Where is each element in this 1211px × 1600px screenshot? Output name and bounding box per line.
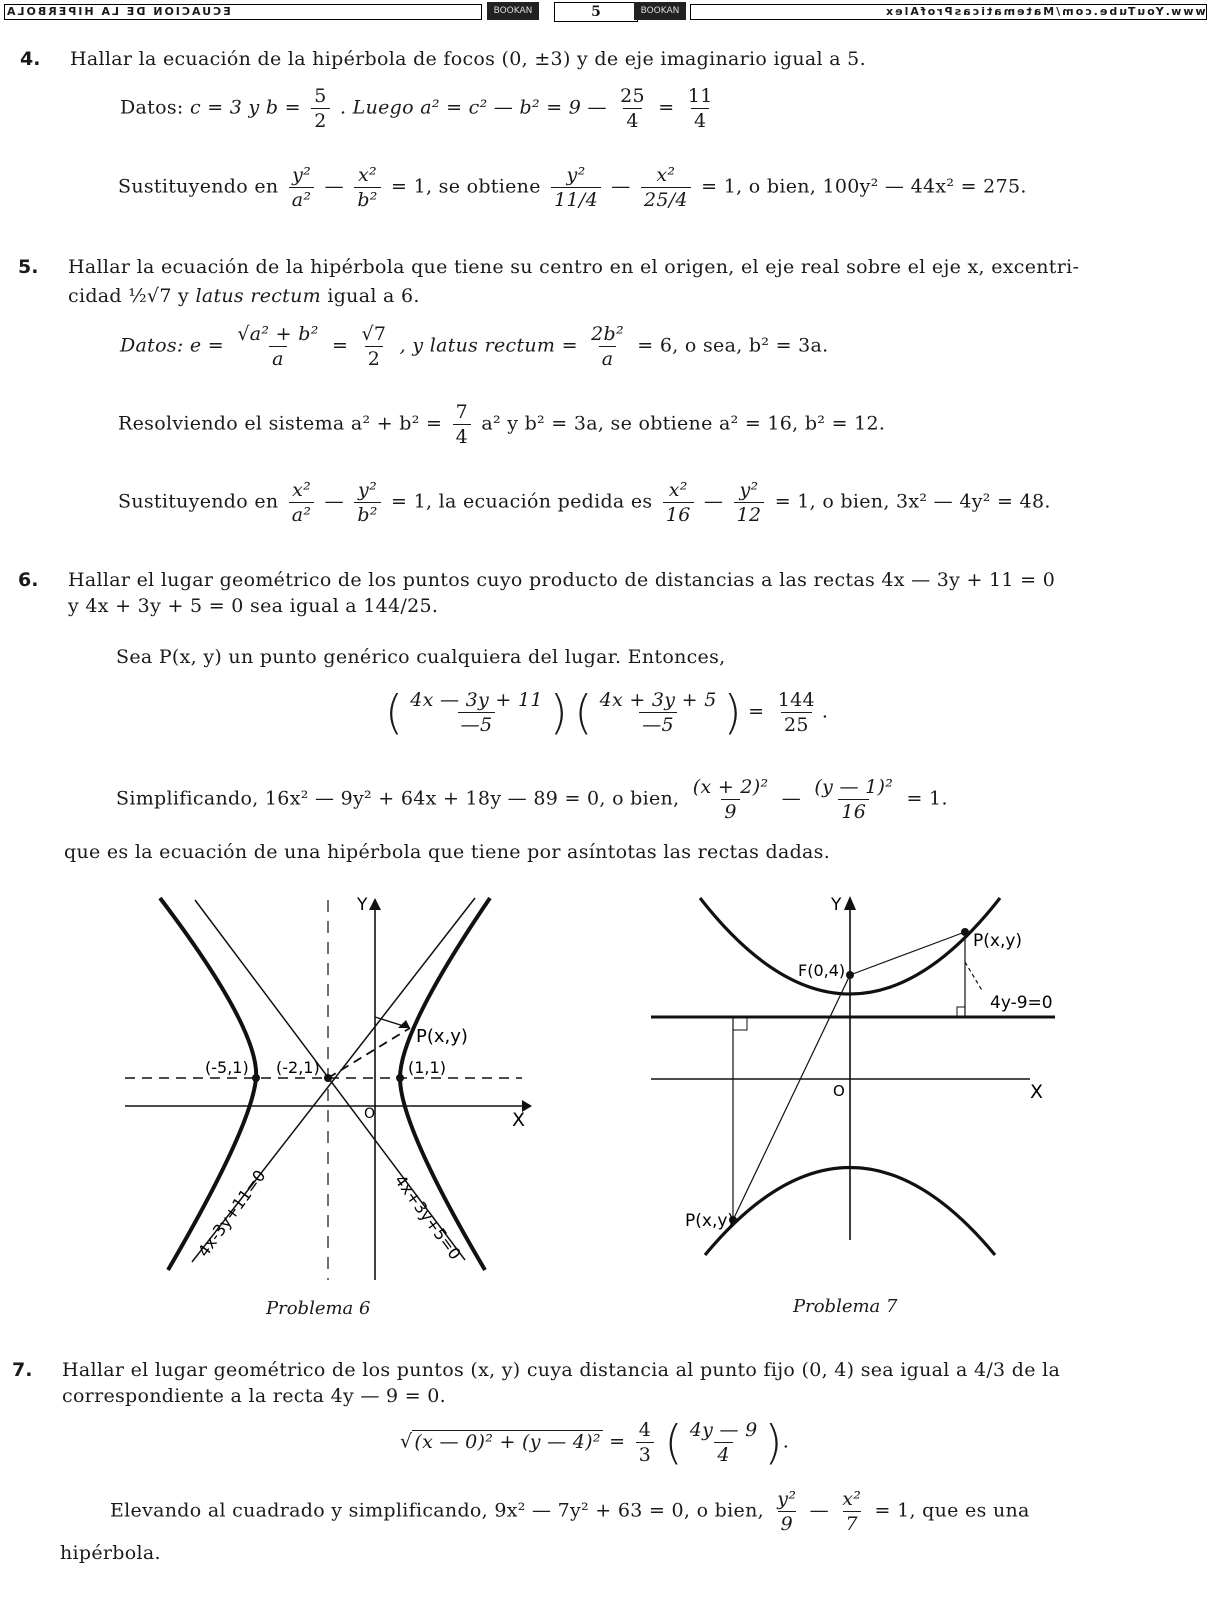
header-logo-left: BOOKAN <box>487 2 539 20</box>
problem-7-statement-2: correspondiente a la recta 4y — 9 = 0. <box>62 1385 447 1407</box>
fraction: $\frac{4x — 3y + 11}{—5}$ <box>410 689 543 736</box>
fraction: $\frac{4x + 3y + 5}{—5}$ <box>599 689 717 736</box>
page-number: 5 <box>554 2 638 22</box>
fraction: $\frac{\text{x²}}{25/4}$ <box>641 163 691 212</box>
point-1-1 <box>396 1074 404 1082</box>
fraction: $\frac{5}{2}$ <box>311 84 329 133</box>
point-p-top <box>961 928 969 936</box>
problem-7-hiperbola: hipérbola. <box>60 1542 161 1564</box>
y-axis-label: Y <box>357 895 368 915</box>
problem-4-substitution: Sustituyendo en $\frac{\text{y²}}{\text{a²}}$ — $\frac{\text{x²}}{\text{b²}}$ = 1, se obtiene $\frac{\text{y²}}{11/4}$ — $\frac{\text{x²}}{25/4}$ = 1, o bien, 100y² — 44x² = 275. <box>118 164 1027 211</box>
arrow-to-p <box>398 1020 410 1028</box>
fraction: $\frac{4y — 9}{4}$ <box>689 1419 758 1466</box>
x-axis-label: X <box>512 1109 526 1131</box>
page-header <box>0 0 1211 22</box>
point-p-bottom-label: P(x,y) <box>685 1211 735 1231</box>
problem-5-substitution: Sustituyendo en $\frac{\text{x²}}{\text{a²}}$ — $\frac{\text{y²}}{\text{b²}}$ = 1, la ecuación pedida es $\frac{\text{x²}}{16}$ — $\frac{\text{y²}}{12}$ = 1, o bien, 3x² — 4y² = 48. <box>118 479 1051 526</box>
x-axis-label: X <box>1030 1081 1044 1103</box>
problem-7-number: 7. <box>12 1359 33 1381</box>
y-axis-arrow <box>844 896 856 910</box>
fraction: $\frac{\text{(y — 1)²}}{16}$ <box>814 776 894 823</box>
fraction: $\frac{7}{4}$ <box>453 400 471 449</box>
fraction: $\frac{\text{x²}}{\text{b²}}$ <box>354 163 380 212</box>
header-left-band: ECUACION DE LA HIPERBOLA <box>4 4 482 20</box>
fraction: $\frac{25}{4}$ <box>620 85 645 132</box>
fraction: $\frac{4}{3}$ <box>636 1418 654 1467</box>
figure-problem-7 <box>645 880 1065 1260</box>
point-label-minus-2-1: (-2,1) <box>276 1058 320 1077</box>
problem-6-statement-2: y 4x + 3y + 5 = 0 sea igual a 144/25. <box>68 595 439 617</box>
fraction: $\frac{\text{√a² + b²}}{a}$ <box>237 323 319 370</box>
figure-problem-6 <box>110 880 670 1300</box>
fraction: $\frac{\text{y²}}{12}$ <box>734 478 765 527</box>
problem-5-resolviendo: Resolviendo el sistema a² + b² = $\frac{7}{4}$ a² y b² = 3a, se obtiene a² = 16, b² = 12. <box>118 401 886 448</box>
hyperbola-right-branch <box>400 898 490 1270</box>
point-p-label: P(x,y) <box>416 1026 468 1047</box>
focus-label: F(0,4) <box>798 961 846 980</box>
focus-point <box>846 971 854 979</box>
problem-5-statement-1: Hallar la ecuación de la hipérbola que tiene su centro en el origen, el eje real sobre el eje x, excentri- <box>68 256 1080 278</box>
problem-6-conclusion: que es la ecuación de una hipérbola que tiene por asíntotas las rectas dadas. <box>64 841 831 863</box>
y-axis-arrow <box>369 898 381 910</box>
right-angle-mark <box>733 1018 747 1030</box>
point-p-top-label: P(x,y) <box>973 931 1023 951</box>
problem-6-number: 6. <box>18 569 39 591</box>
header-right-band: www.YouTube.com/MatematicasProfAlex <box>690 4 1207 20</box>
fraction: $\frac{144}{25}$ <box>777 689 815 736</box>
fraction: $\frac{\text{(x + 2)²}}{9}$ <box>692 776 769 823</box>
fraction: $\frac{\text{y²}}{\text{a²}}$ <box>289 163 315 212</box>
fraction: $\frac{\text{x²}}{16}$ <box>663 478 694 527</box>
directrix-label: 4y-9=0 <box>990 993 1053 1013</box>
fraction: $\frac{\text{y²}}{11/4}$ <box>551 163 601 212</box>
caption-problem-7: Problema 7 <box>793 1296 898 1317</box>
point-label-1-1: (1,1) <box>408 1058 446 1077</box>
fraction: $\frac{\text{y²}}{9}$ <box>777 1488 797 1535</box>
problem-5-statement-2: cidad ½√7 y latus rectum igual a 6. <box>68 285 420 307</box>
problem-5-number: 5. <box>18 256 39 278</box>
fraction: $\frac{√7}{2}$ <box>361 323 387 370</box>
caption-problem-6: Problema 6 <box>266 1298 371 1319</box>
problem-7-distance-equation: √ (x — 0)² + (y — 4)² = $\frac{4}{3}$ ( $\frac{4y — 9}{4}$ ). <box>400 1415 790 1470</box>
asymptote-label-1: 4x-3y+11=0 <box>193 1166 270 1261</box>
fraction: $\frac{\text{x²}}{\text{a²}}$ <box>289 478 315 527</box>
problem-4-statement: Hallar la ecuación de la hipérbola de focos (0, ±3) y de eje imaginario igual a 5. <box>70 48 866 70</box>
fraction: $\frac{11}{4}$ <box>687 85 713 132</box>
fraction: $\frac{\text{2b²}}{a}$ <box>591 323 624 370</box>
problem-7-statement-1: Hallar el lugar geométrico de los puntos (x, y) cuya distancia al punto fijo (0, 4) sea igual a 4/3 de la <box>62 1359 1061 1381</box>
problem-4-datos: Datos: c = 3 y b = $\frac{5}{2}$ . Luego a² = c² — b² = 9 — $\frac{25}{4}$ = $\frac{11}{4}$ <box>120 84 720 133</box>
problem-6-simplification: Simplificando, 16x² — 9y² + 64x + 18y — 89 = 0, o bien, $\frac{\text{(x + 2)²}}{9}$ — $\frac{\text{(y — 1)²}}{16}$ = 1. <box>116 776 948 823</box>
point-label-minus-5-1: (-5,1) <box>205 1058 249 1077</box>
fraction: $\frac{\text{x²}}{7}$ <box>842 1488 862 1535</box>
problem-6-sea: Sea P(x, y) un punto genérico cualquiera del lugar. Entonces, <box>116 646 726 668</box>
directrix-pointer <box>965 962 983 992</box>
problem-6-statement-1: Hallar el lugar geométrico de los puntos cuyo producto de distancias a las rectas 4x — 3y + 11 = 0 <box>68 569 1056 591</box>
problem-6-product-equation: ( $\frac{4x — 3y + 11}{—5}$ ) ( $\frac{4x + 3y + 5}{—5}$ ) = $\frac{144}{25}$ . <box>385 685 829 740</box>
problem-7-elevando: Elevando al cuadrado y simplificando, 9x² — 7y² + 63 = 0, o bien, $\frac{\text{y²}}{9}$ — $\frac{\text{x²}}{7}$ = 1, que es una <box>110 1488 1030 1535</box>
asymptote-label-2: 4x+3y+5=0 <box>390 1171 465 1264</box>
point-minus-5-1 <box>252 1074 260 1082</box>
origin-label: O <box>833 1082 845 1100</box>
problem-5-datos: Datos: e = $\frac{\text{√a² + b²}}{a}$ = $\frac{√7}{2}$ , y latus rectum = $\frac{\text{2b²}}{a}$ = 6, o sea, b² = 3a. <box>120 323 829 370</box>
header-logo-right: BOOKAN <box>634 2 686 20</box>
origin-label: O <box>364 1106 376 1122</box>
fraction: $\frac{\text{y²}}{\text{b²}}$ <box>354 478 380 527</box>
y-axis-label: Y <box>831 895 842 915</box>
problem-4-number: 4. <box>20 48 41 70</box>
